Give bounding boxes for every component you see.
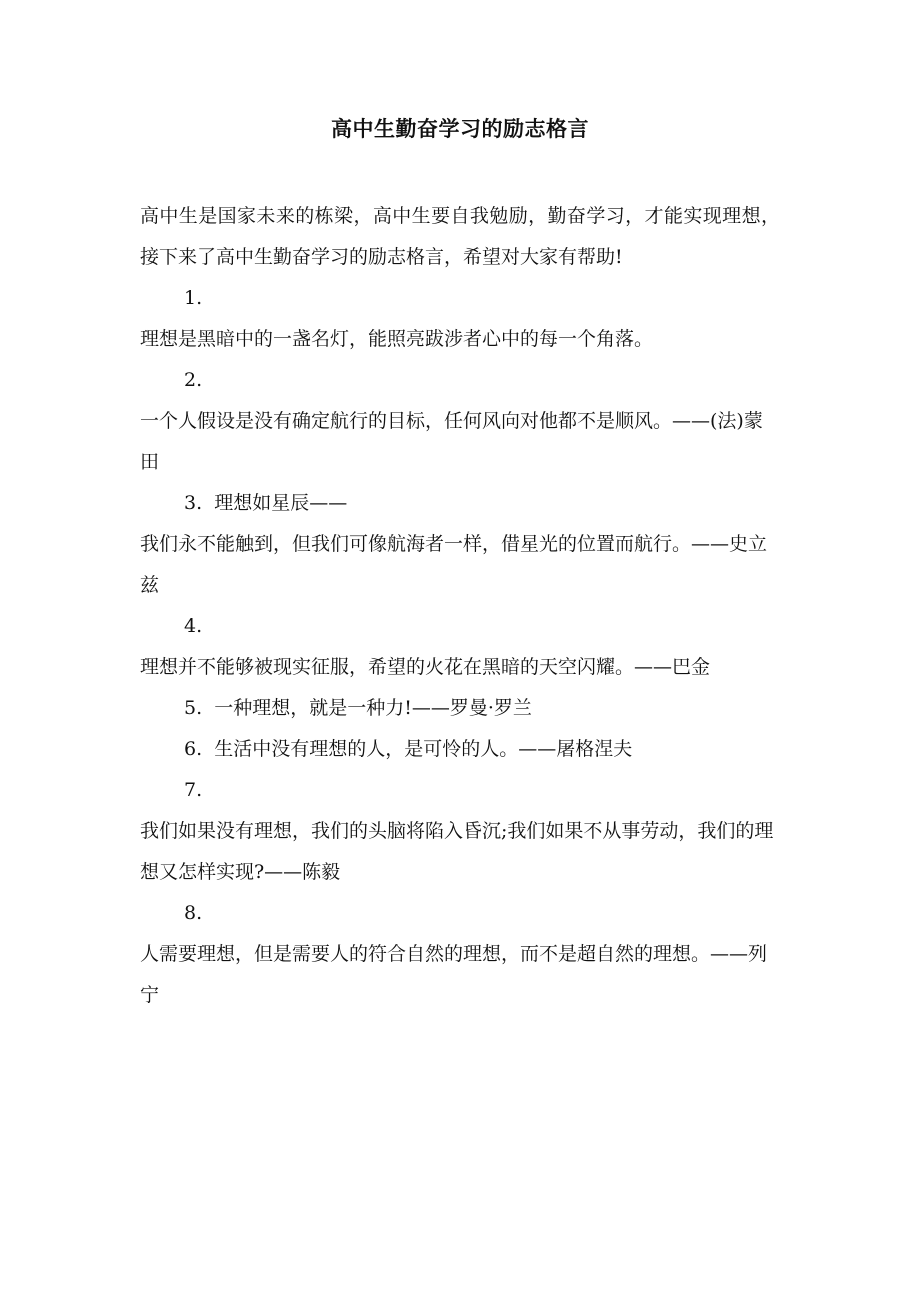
quote-number: 3. — [184, 492, 203, 514]
quote-text: 我们如果没有理想，我们的头脑将陷入昏沉;我们如果不从事劳动，我们的理想又怎样实现?——陈毅 — [140, 820, 774, 883]
quote-item-2 — [140, 360, 780, 483]
quote-text: 一个人假设是没有确定航行的目标，任何风向对他都不是顺风。——(法)蒙田 — [140, 410, 763, 473]
quote-item-6 — [140, 729, 780, 770]
quote-item-1 — [140, 278, 780, 360]
quote-text: 理想并不能够被现实征服，希望的火花在黑暗的天空闪耀。——巴金 — [140, 656, 711, 678]
quote-item-5 — [140, 688, 780, 729]
quote-item-7 — [140, 770, 780, 893]
quote-heading: 理想如星辰—— — [214, 492, 348, 514]
document-body — [140, 196, 780, 1016]
quote-heading-line — [140, 729, 780, 770]
document-title: 高中生勤奋学习的励志格言 — [331, 116, 589, 141]
quote-text: 理想是黑暗中的一盏名灯，能照亮跋涉者心中的每一个角落。 — [140, 328, 654, 350]
quote-number: 2. — [184, 369, 203, 391]
quote-number: 5. — [184, 697, 203, 719]
quote-heading-line — [140, 483, 780, 524]
quote-heading: 生活中没有理想的人，是可怜的人。——屠格涅夫 — [214, 738, 633, 760]
quote-number: 8. — [184, 902, 203, 924]
quote-item-8 — [140, 893, 780, 1016]
quote-heading-line — [140, 688, 780, 729]
intro-paragraph: 高中生是国家未来的栋梁，高中生要自我勉励，勤奋学习，才能实现理想，接下来了高中生勤奋学习的励志格言，希望对大家有帮助! — [140, 205, 780, 268]
quote-number: 6. — [184, 738, 203, 760]
quote-item-3 — [140, 483, 780, 606]
quote-number: 7. — [184, 779, 203, 801]
quote-number: 4. — [184, 615, 203, 637]
quote-item-4 — [140, 606, 780, 688]
quote-heading: 一种理想，就是一种力!——罗曼·罗兰 — [214, 697, 532, 719]
quote-number: 1. — [184, 287, 203, 309]
quote-text: 我们永不能触到，但我们可像航海者一样，借星光的位置而航行。——史立兹 — [140, 533, 768, 596]
quote-text: 人需要理想，但是需要人的符合自然的理想，而不是超自然的理想。——列宁 — [140, 943, 768, 1006]
